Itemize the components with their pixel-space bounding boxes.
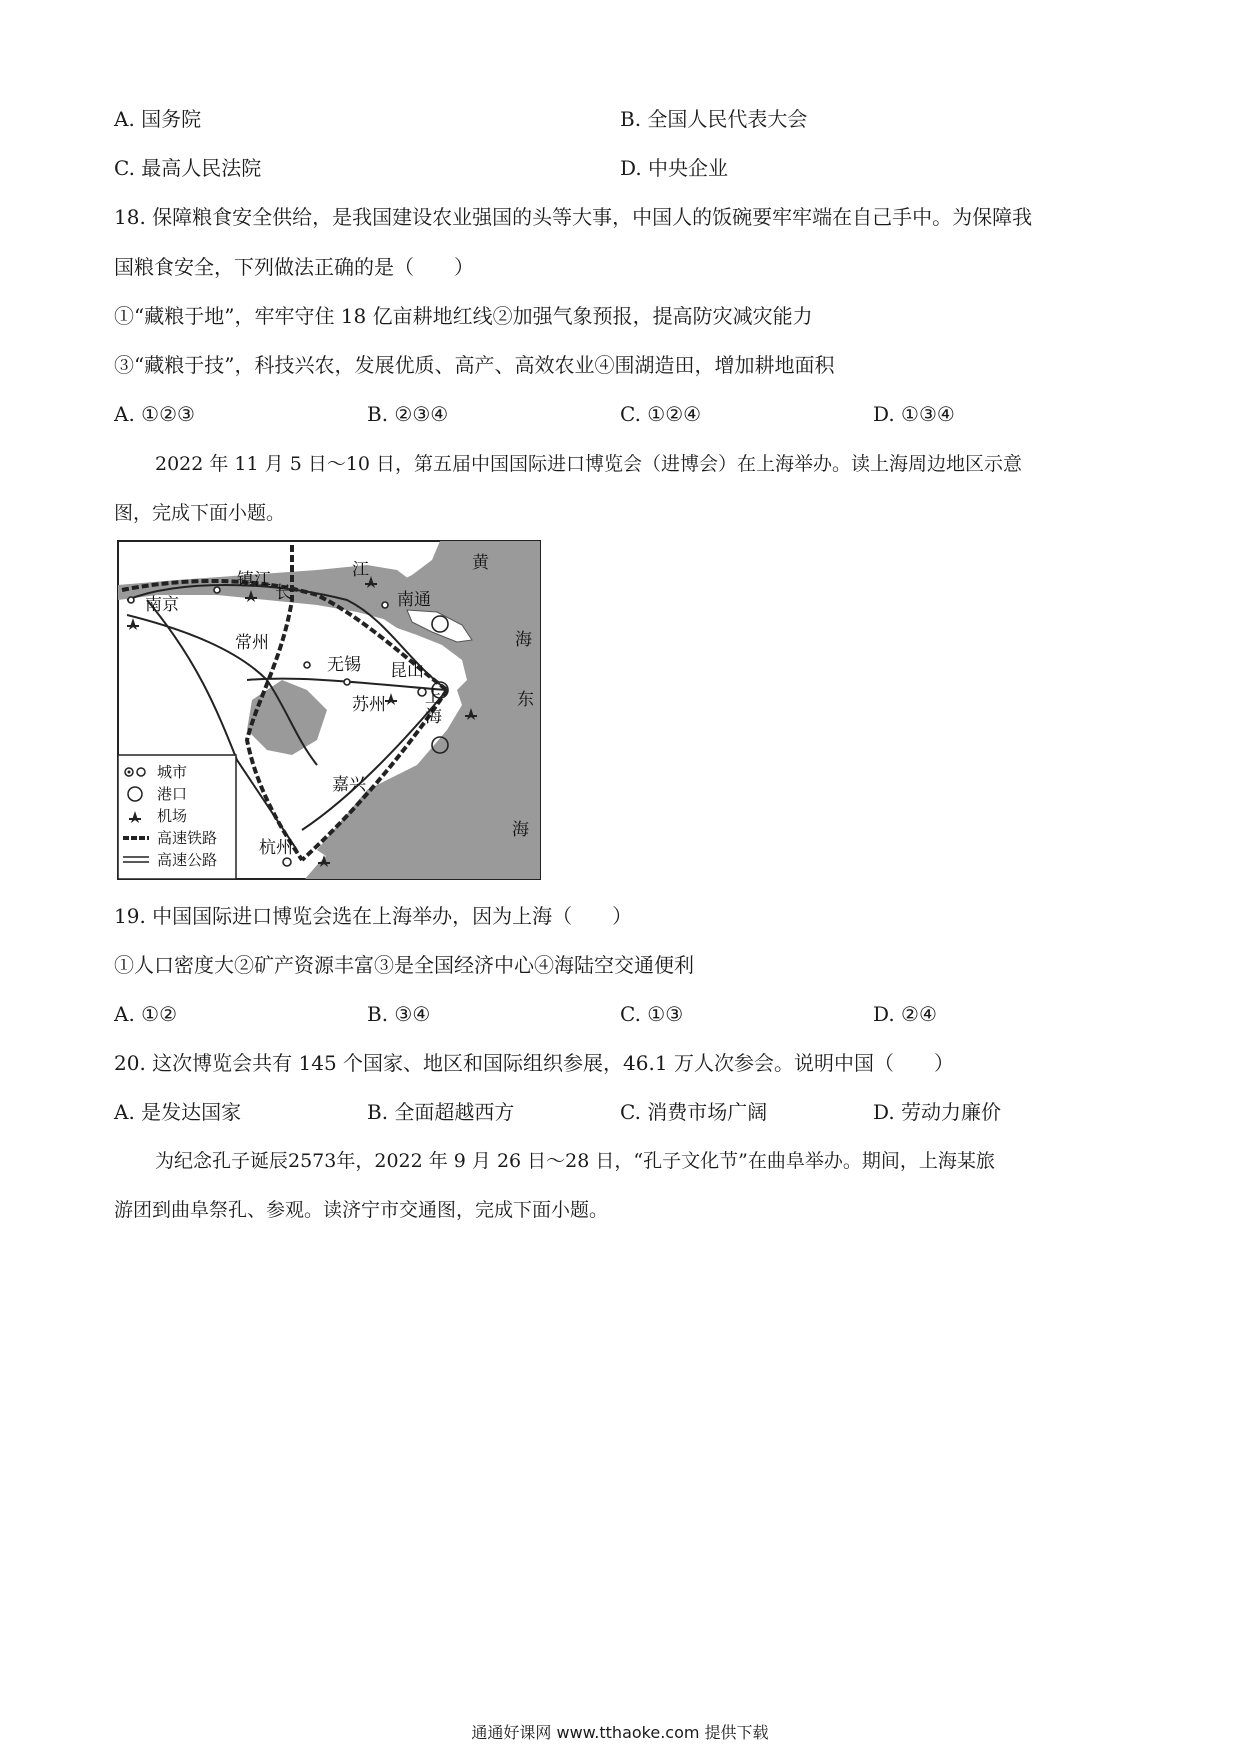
city-marker (283, 858, 291, 866)
label-chang: 长 (275, 583, 292, 603)
label-shanghai-1: 上 (425, 687, 442, 707)
q19-option-a: A. ①② (114, 1002, 178, 1026)
legend-city: 城市 (157, 763, 188, 781)
passage2-line1: 为纪念孔子诞辰2573年，2022 年 9 月 26 日～28 日，“孔子文化节”在曲阜举办。期间，上海某旅 (155, 1150, 995, 1172)
label-huang: 黄 (472, 553, 489, 573)
city-marker (128, 597, 134, 603)
label-changzhou: 常州 (235, 633, 269, 653)
passage1-line2: 图，完成下面小题。 (114, 502, 286, 524)
city-marker (344, 679, 350, 685)
q18-option-a: A. ①②③ (114, 402, 195, 426)
label-suzhou: 苏州 (352, 695, 386, 715)
q18-item-line1: ①“藏粮于地”，牢牢守住 18 亿亩耕地红线②加强气象预报，提高防灾减灾能力 (114, 304, 813, 328)
q17-option-a: A. 国务院 (114, 107, 202, 131)
label-dong: 东 (517, 690, 534, 710)
label-hai2: 海 (512, 820, 529, 840)
q20-stem: 20. 这次博览会共有 145 个国家、地区和国际组织参展，46.1 万人次参会。说明中国（ ） (114, 1051, 954, 1075)
q19-stem: 19. 中国国际进口博览会选在上海举办，因为上海（ ） (114, 904, 633, 928)
q18-option-c: C. ①②④ (620, 402, 702, 426)
legend-airport: 机场 (157, 807, 188, 825)
city-marker (214, 587, 220, 593)
q17-option-b: B. 全国人民代表大会 (620, 107, 808, 131)
shanghai-region-map (117, 540, 541, 880)
q20-option-d: D. 劳动力廉价 (873, 1100, 1002, 1124)
q17-option-d: D. 中央企业 (620, 156, 729, 180)
label-hai1: 海 (515, 630, 532, 650)
label-hangzhou: 杭州 (259, 838, 293, 858)
label-zhenjiang: 镇江 (237, 570, 271, 590)
label-nantong: 南通 (397, 590, 431, 610)
passage1-line1: 2022 年 11 月 5 日～10 日，第五届中国国际进口博览会（进博会）在上海举办。读上海周边地区示意 (155, 453, 1023, 475)
city-marker (304, 662, 310, 668)
label-kunshan: 昆山 (390, 661, 424, 681)
city-marker (382, 602, 388, 608)
q20-option-a: A. 是发达国家 (114, 1100, 242, 1124)
q19-option-d: D. ②④ (873, 1002, 937, 1026)
q18-option-d: D. ①③④ (873, 402, 955, 426)
q19-items: ①人口密度大②矿产资源丰富③是全国经济中心④海陆空交通便利 (114, 953, 694, 977)
legend-port: 港口 (157, 785, 188, 803)
q20-option-c: C. 消费市场广阔 (620, 1100, 768, 1124)
label-jiaxing: 嘉兴 (332, 775, 366, 795)
q18-stem-line2: 国粮食安全，下列做法正确的是（ ） (114, 255, 474, 279)
footer-source: 通通好课网 www.tthaoke.com 提供下载 (471, 1723, 769, 1742)
q18-stem-line1: 18. 保障粮食安全供给，是我国建设农业强国的头等大事，中国人的饭碗要牢牢端在自己手中。为保障我 (114, 205, 1033, 229)
label-jiang: 江 (352, 560, 369, 580)
legend-railway: 高速铁路 (157, 829, 218, 847)
q17-option-c: C. 最高人民法院 (114, 156, 262, 180)
legend-highway: 高速公路 (157, 851, 218, 869)
q19-option-b: B. ③④ (367, 1002, 431, 1026)
passage2-line2: 游团到曲阜祭孔、参观。读济宁市交通图，完成下面小题。 (114, 1199, 609, 1221)
label-shanghai-2: 海 (425, 707, 442, 727)
label-wuxi: 无锡 (327, 655, 361, 675)
q18-option-b: B. ②③④ (367, 402, 449, 426)
q19-option-c: C. ①③ (620, 1002, 684, 1026)
q20-option-b: B. 全面超越西方 (367, 1100, 515, 1124)
q18-item-line2: ③“藏粮于技”，科技兴农，发展优质、高产、高效农业④围湖造田，增加耕地面积 (114, 353, 835, 377)
label-nanjing: 南京 (145, 595, 179, 615)
